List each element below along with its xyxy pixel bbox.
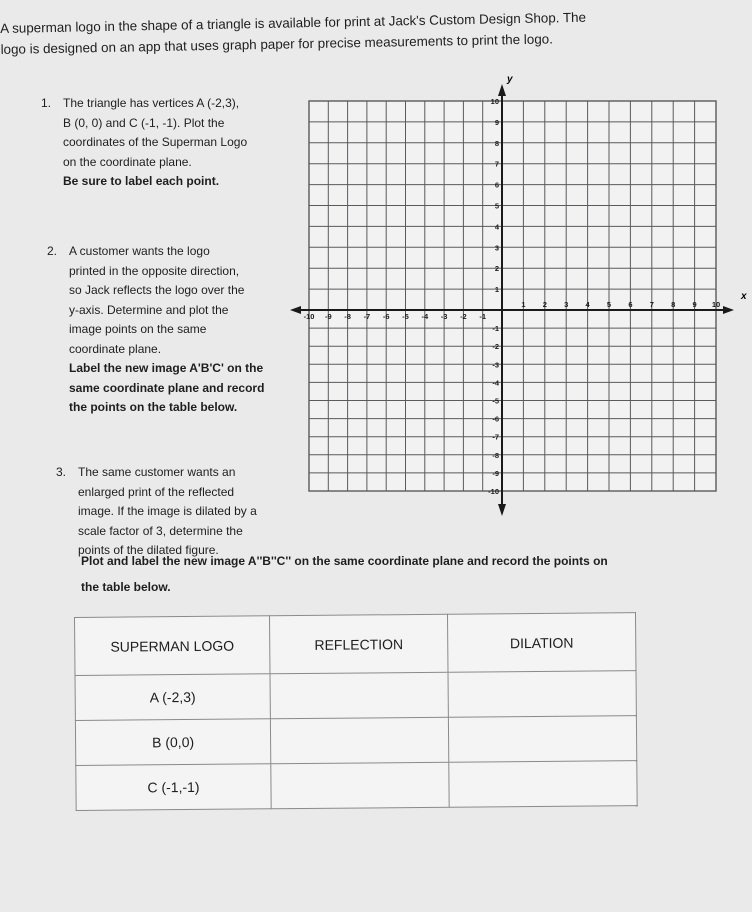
question-number: 3.	[56, 465, 67, 479]
y-tick-label: 8	[494, 138, 499, 148]
intro-line-1: A superman logo in the shape of a triangle is available for print at Jack's Custom Design Shop. The	[0, 9, 587, 36]
y-tick-label: -8	[492, 450, 499, 460]
table-cell-original: A (-2,3)	[75, 674, 270, 721]
table-row	[75, 716, 636, 766]
question-instruction: the table below.	[81, 579, 171, 594]
table-header-superman-logo: SUPERMAN LOGO	[75, 616, 270, 676]
table-cell-dilation[interactable]	[448, 671, 636, 718]
y-tick-label: -3	[492, 360, 499, 370]
intro-line-2: logo is designed on an app that uses graph paper for precise measurements to print the logo.	[0, 31, 553, 57]
x-tick-label: -7	[363, 312, 371, 321]
x-tick-label: -10	[303, 312, 315, 321]
question-instruction: the points on the table below.	[69, 400, 238, 414]
question-instruction: same coordinate plane and record	[69, 380, 265, 395]
y-tick-label: -5	[492, 396, 499, 406]
y-tick-label: 2	[494, 264, 499, 274]
table-cell-dilation[interactable]	[448, 716, 636, 763]
question-instruction: Be sure to label each point.	[63, 174, 220, 188]
x-axis-arrow-left-icon	[290, 306, 301, 314]
x-tick-label: 10	[711, 300, 721, 309]
question-number: 2.	[47, 244, 58, 258]
y-tick-label: 4	[494, 222, 499, 232]
table-cell-dilation[interactable]	[449, 761, 637, 808]
question-text-line: B (0, 0) and C (-1, -1). Plot the	[63, 115, 225, 130]
y-axis-arrow-down-icon	[498, 504, 506, 516]
y-axis-label: y	[507, 74, 513, 85]
grid-border	[309, 101, 716, 491]
answer-table	[74, 612, 638, 811]
table-header-reflection: REFLECTION	[269, 614, 447, 674]
question-text-line: printed in the opposite direction,	[69, 263, 240, 278]
y-tick-label: -1	[492, 324, 499, 334]
table-cell-reflection[interactable]	[270, 672, 448, 719]
question-text-line: The triangle has vertices A (-2,3),	[63, 96, 240, 110]
x-tick-label: -3	[440, 312, 448, 321]
table-cell-original: B (0,0)	[75, 719, 270, 766]
x-axis-label: x	[741, 291, 747, 302]
question-text-line: The same customer wants an	[78, 465, 236, 479]
x-tick-label: -5	[402, 312, 409, 321]
y-tick-label: -9	[492, 468, 499, 478]
question-text-line: coordinate plane.	[69, 341, 162, 356]
table-row	[75, 671, 636, 721]
table-cell-reflection[interactable]	[271, 762, 449, 809]
question-text-line: so Jack reflects the logo over the	[69, 283, 245, 297]
question-text-line: image. If the image is dilated by a	[78, 504, 257, 518]
y-tick-label: -2	[492, 342, 499, 352]
question-text-line: y-axis. Determine and plot the	[69, 302, 229, 317]
y-tick-label: -4	[492, 378, 499, 388]
x-tick-label: 2	[542, 300, 547, 309]
x-tick-label: -4	[421, 312, 429, 321]
question-instruction: Label the new image A'B'C' on the	[69, 361, 264, 375]
y-tick-label: 6	[494, 180, 499, 190]
y-tick-label: -6	[492, 414, 499, 424]
y-tick-label: 7	[494, 159, 499, 169]
question-text-line: on the coordinate plane.	[63, 154, 192, 169]
x-tick-label: 1	[521, 300, 526, 309]
question-instruction: Plot and label the new image A''B''C'' on the same coordinate plane and record the points on	[81, 554, 608, 568]
x-tick-label: 9	[692, 300, 697, 309]
table-cell-reflection[interactable]	[270, 717, 448, 764]
x-tick-label: -6	[382, 312, 390, 321]
x-tick-label: 3	[564, 300, 569, 309]
table-header-dilation: DILATION	[447, 613, 635, 673]
graph-grid	[309, 101, 716, 491]
y-tick-label: 9	[494, 117, 499, 127]
question-text-line: points of the dilated figure.	[78, 543, 219, 557]
y-tick-label: 10	[490, 97, 499, 106]
x-axis-arrow-right-icon	[723, 306, 734, 314]
question-text-line: coordinates of the Superman Logo	[63, 135, 248, 149]
table-cell-original: C (-1,-1)	[76, 764, 271, 811]
x-tick-label: 8	[671, 300, 676, 309]
question-number: 1.	[41, 96, 52, 110]
y-tick-label: -7	[492, 432, 499, 442]
x-tick-label: 5	[606, 300, 612, 309]
x-tick-label: -9	[324, 312, 332, 321]
x-tick-label: -8	[344, 312, 351, 321]
x-tick-label: -2	[460, 312, 467, 321]
x-tick-label: 6	[628, 300, 633, 309]
y-tick-label: 3	[494, 243, 499, 253]
question-text-line: enlarged print of the reflected	[78, 484, 235, 499]
question-text-line: A customer wants the logo	[69, 244, 210, 258]
table-header-row	[75, 613, 636, 676]
y-axis-arrow-up-icon	[498, 84, 506, 96]
y-tick-label: 1	[494, 285, 499, 295]
y-tick-label: 5	[494, 201, 499, 211]
x-tick-label: -1	[479, 312, 487, 321]
y-tick-label: -10	[488, 487, 499, 496]
table-row	[76, 761, 637, 811]
question-text-line: image points on the same	[69, 322, 207, 336]
question-text-line: scale factor of 3, determine the	[78, 523, 243, 538]
x-tick-label: 4	[585, 300, 590, 309]
x-tick-label: 7	[649, 300, 654, 309]
